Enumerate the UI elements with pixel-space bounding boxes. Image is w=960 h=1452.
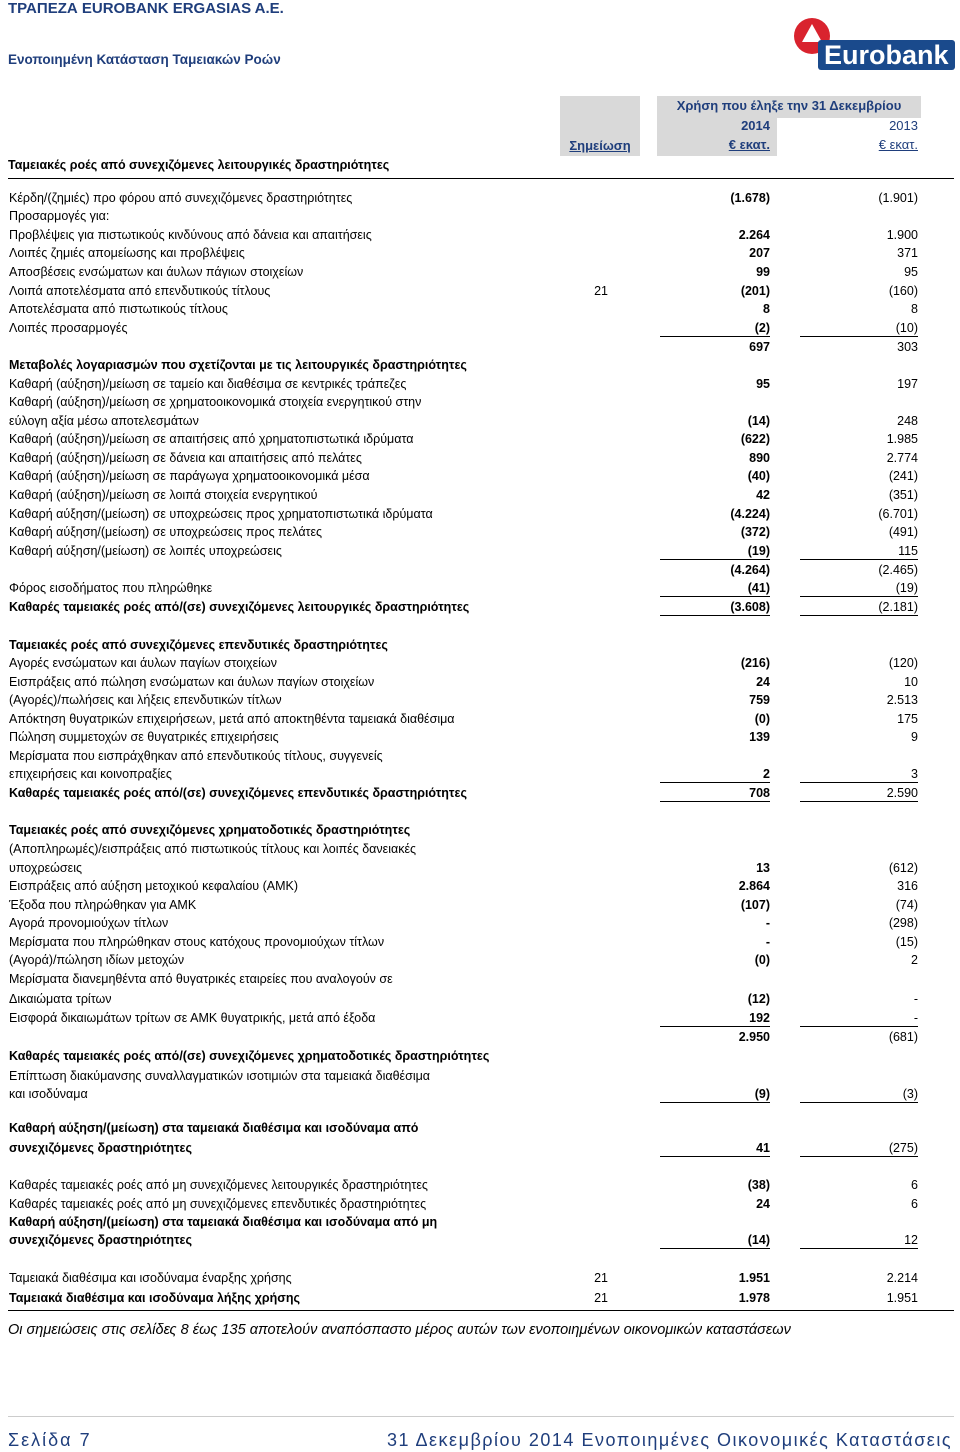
- value-2014: (2): [660, 320, 770, 337]
- row-label: Έξοδα που πληρώθηκαν για ΑΜΚ: [9, 898, 197, 912]
- row-label: (Αποπληρωμές)/εισπράξεις από πιστωτικούς τίτλους και λοιπές δανειακές: [9, 842, 417, 856]
- logo-text: Eurobank: [818, 40, 955, 70]
- row-label: Μερίσματα που πληρώθηκαν στους κατόχους προνομιούχων τίτλων: [9, 935, 385, 949]
- value-2014: (9): [660, 1086, 770, 1103]
- value-2014: -: [765, 916, 770, 930]
- value-2014: (40): [747, 469, 770, 483]
- row-label: και ισοδύναμα: [9, 1087, 88, 1101]
- row-label: Καθαρή αύξηση/(μείωση) σε λοιπές υποχρεώσεις: [9, 544, 282, 558]
- value-2014: 24: [756, 675, 770, 689]
- value-2013: (612): [888, 861, 918, 875]
- value-2014: (0): [754, 712, 770, 726]
- value-2013: 12: [800, 1232, 918, 1249]
- value-2013: 2.590: [800, 785, 918, 802]
- footer-title: 31 Δεκεμβρίου 2014 Ενοποιημένες Οικονομικές Καταστάσεις: [386, 1430, 952, 1450]
- row-label: Καθαρή αύξηση/(μείωση) στα ταμειακά διαθέσιμα και ισοδύναμα από μη: [9, 1215, 438, 1229]
- row-label: Μερίσματα που εισπράχθηκαν από επενδυτικούς τίτλους, συγγενείς: [9, 749, 383, 763]
- value-2013: (241): [888, 469, 918, 483]
- row-note: 21: [594, 284, 608, 298]
- value-2013: -: [913, 992, 918, 1006]
- value-2013: 248: [897, 414, 918, 428]
- value-2014: 708: [660, 785, 770, 802]
- value-2014: 2.864: [738, 879, 770, 893]
- value-2014: 24: [756, 1197, 770, 1211]
- row-note: 21: [594, 1291, 608, 1305]
- page-number: Σελίδα 7: [8, 1430, 92, 1450]
- row-label: Ταμειακά διαθέσιμα και ισοδύναμα λήξης χρήσης: [9, 1291, 300, 1305]
- row-label: Απόκτηση θυγατρικών επιχειρήσεων, μετά από αποκτηθέντα ταμειακά διαθέσιμα: [9, 712, 455, 726]
- value-2014: 139: [749, 730, 770, 744]
- value-2014: 2: [660, 766, 770, 783]
- statement-title: Ενοποιημένη Κατάσταση Ταμειακών Ροών: [8, 52, 281, 67]
- currency-prior: € εκατ.: [878, 137, 918, 152]
- row-label: Καθαρές ταμειακές ροές από/(σε) συνεχιζόμενες χρηματοδοτικές δραστηριότητες: [9, 1049, 490, 1063]
- row-label: Καθαρή (αύξηση)/μείωση σε δάνεια και απαιτήσεις από πελάτες: [9, 451, 362, 465]
- row-label: Εισπράξεις από αύξηση μετοχικού κεφαλαίου (ΑΜΚ): [9, 879, 299, 893]
- value-2014: 41: [660, 1140, 770, 1157]
- value-2014: (216): [740, 656, 770, 670]
- value-2014: 192: [660, 1010, 770, 1027]
- value-2014: 697: [749, 340, 770, 354]
- row-label: Καθαρή (αύξηση)/μείωση σε παράγωγα χρηματοοικονομικά μέσα: [9, 469, 370, 483]
- value-2014: (201): [740, 284, 770, 298]
- value-2013: 316: [897, 879, 918, 893]
- row-label: Προσαρμογές για:: [9, 209, 110, 223]
- value-2013: (1.901): [878, 191, 918, 205]
- value-2013: (10): [800, 320, 918, 337]
- value-2014: (372): [740, 525, 770, 539]
- row-label: Εισπράξεις από πώληση ενσώματων και άυλων παγίων στοιχείων: [9, 675, 375, 689]
- value-2013: (491): [888, 525, 918, 539]
- row-label: Αγορές ενσώματων και άυλων παγίων στοιχείων: [9, 656, 277, 670]
- value-2014: 42: [756, 488, 770, 502]
- value-2013: 2.513: [886, 693, 918, 707]
- value-2013: 303: [897, 340, 918, 354]
- row-label: Καθαρή αύξηση/(μείωση) σε υποχρεώσεις προς πελάτες: [9, 525, 323, 539]
- row-label: Καθαρή (αύξηση)/μείωση σε χρηματοοικονομικά στοιχεία ενεργητικού στην: [9, 395, 422, 409]
- value-2013: 6: [911, 1178, 918, 1192]
- value-2014: (0): [754, 953, 770, 967]
- row-label: Καθαρή (αύξηση)/μείωση σε ταμείο και διαθέσιμα σε κεντρικές τράπεζες: [9, 377, 407, 391]
- row-label: Πώληση συμμετοχών σε θυγατρικές επιχειρήσεις: [9, 730, 279, 744]
- row-label: Καθαρή αύξηση/(μείωση) στα ταμειακά διαθέσιμα και ισοδύναμα από: [9, 1121, 419, 1135]
- row-label: Ταμειακές ροές από συνεχιζόμενες επενδυτικές δραστηριότητες: [9, 638, 388, 652]
- value-2014: 13: [756, 861, 770, 875]
- value-2013: 175: [897, 712, 918, 726]
- note-column-header: Σημείωση: [569, 138, 631, 153]
- bank-name: ΤΡΑΠΕΖΑ EUROBANK ERGASIAS A.E.: [8, 0, 284, 17]
- row-label: Λοιπές ζημιές απομείωσης και προβλέψεις: [9, 246, 245, 260]
- value-2014: (12): [747, 992, 770, 1006]
- row-label: Καθαρές ταμειακές ροές από μη συνεχιζόμενες λειτουργικές δραστηριότητες: [9, 1178, 428, 1192]
- value-2013: (19): [800, 580, 918, 597]
- value-2013: (2.181): [800, 599, 918, 616]
- year-current: 2014: [741, 118, 770, 133]
- row-label: Μερίσματα διανεμηθέντα από θυγατρικές εταιρείες που αναλογούν σε: [9, 972, 393, 986]
- operating-section-title: Ταμειακές ροές από συνεχιζόμενες λειτουργικές δραστηριότητες: [8, 158, 390, 172]
- value-2013: (681): [888, 1030, 918, 1044]
- value-2013: (2.465): [878, 563, 918, 577]
- row-label: Εισφορά δικαιωμάτων τρίτων σε ΑΜΚ θυγατρικής, μετά από έξοδα: [9, 1011, 376, 1025]
- value-2013: -: [800, 1010, 918, 1027]
- row-label: Επίπτωση διακύμανσης συναλλαγματικών ισοτιμιών στα ταμειακά διαθέσιμα: [9, 1069, 431, 1083]
- row-label: (Αγορές)/πωλήσεις και λήξεις επενδυτικών τίτλων: [9, 693, 282, 707]
- value-2014: (622): [740, 432, 770, 446]
- row-label: Λοιπές προσαρμογές: [9, 321, 128, 335]
- value-2014: 1.951: [738, 1271, 770, 1285]
- value-2013: (3): [800, 1086, 918, 1103]
- value-2014: 95: [756, 377, 770, 391]
- row-label: Προβλέψεις για πιστωτικούς κινδύνους από δάνεια και απαιτήσεις: [9, 228, 372, 242]
- value-2014: (38): [747, 1178, 770, 1192]
- row-label: Μεταβολές λογαριασμών που σχετίζονται με τις λειτουργικές δραστηριότητες: [9, 358, 467, 372]
- row-label: Καθαρή (αύξηση)/μείωση σε λοιπά στοιχεία ενεργητικού: [9, 488, 318, 502]
- row-label: Καθαρή αύξηση/(μείωση) σε υποχρεώσεις προς χρηματοπιστωτικά ιδρύματα: [9, 507, 433, 521]
- value-2013: 1.900: [886, 228, 918, 242]
- value-2013: (6.701): [878, 507, 918, 521]
- period-header: Χρήση που έληξε την 31 Δεκεμβρίου: [657, 96, 921, 118]
- footer-rule: [8, 1416, 954, 1417]
- value-2013: 1.951: [886, 1291, 918, 1305]
- value-2013: (275): [800, 1140, 918, 1157]
- value-2014: 1.978: [738, 1291, 770, 1305]
- currency-current: € εκατ.: [728, 137, 770, 152]
- value-2014: 99: [756, 265, 770, 279]
- row-label: Δικαιώματα τρίτων: [9, 992, 112, 1006]
- row-label: Αποσβέσεις ενσώματων και άυλων πάγιων στοιχείων: [9, 265, 304, 279]
- row-label: υποχρεώσεις: [9, 861, 82, 875]
- row-label: Αγορά προνομιούχων τίτλων: [9, 916, 169, 930]
- value-2013: (74): [895, 898, 918, 912]
- value-2014: (14): [660, 1232, 770, 1249]
- value-2014: 890: [749, 451, 770, 465]
- value-2014: (19): [660, 543, 770, 560]
- value-2013: 2.774: [886, 451, 918, 465]
- row-label: (Αγορά)/πώληση ιδίων μετοχών: [9, 953, 185, 967]
- year-prior: 2013: [889, 118, 918, 133]
- value-2013: 371: [897, 246, 918, 260]
- row-label: Ταμειακές ροές από συνεχιζόμενες χρηματοδοτικές δραστηριότητες: [9, 823, 411, 837]
- row-label: Καθαρή (αύξηση)/μείωση σε απαιτήσεις από χρηματοπιστωτικά ιδρύματα: [9, 432, 414, 446]
- row-label: Λοιπά αποτελέσματα από επενδυτικούς τίτλους: [9, 284, 271, 298]
- value-2014: (1.678): [730, 191, 770, 205]
- header-rule: [8, 178, 954, 179]
- row-label: Καθαρές ταμειακές ροές από/(σε) συνεχιζόμενες επενδυτικές δραστηριότητες: [9, 786, 467, 800]
- value-2014: 2.950: [738, 1030, 770, 1044]
- eurobank-logo: [790, 14, 950, 70]
- table-bottom-rule: [8, 1310, 954, 1311]
- value-2013: 2.214: [886, 1271, 918, 1285]
- value-2013: 6: [911, 1197, 918, 1211]
- value-2014: (4.224): [730, 507, 770, 521]
- value-2014: (41): [660, 580, 770, 597]
- row-label: Κέρδη/(ζημιές) προ φόρου από συνεχιζόμενες δραστηριότητες: [9, 191, 353, 205]
- value-2014: 8: [763, 302, 770, 316]
- row-label: εύλογη αξία μέσω αποτελεσμάτων: [9, 414, 199, 428]
- value-2013: 9: [911, 730, 918, 744]
- value-2014: -: [765, 935, 770, 949]
- row-label: Φόρος εισοδήματος που πληρώθηκε: [9, 581, 213, 595]
- value-2014: (107): [740, 898, 770, 912]
- row-label: συνεχιζόμενες δραστηριότητες: [9, 1141, 192, 1155]
- value-2013: 3: [800, 766, 918, 783]
- row-label: Ταμειακά διαθέσιμα και ισοδύναμα έναρξης χρήσης: [9, 1271, 292, 1285]
- value-2013: (351): [888, 488, 918, 502]
- value-2013: 95: [904, 265, 918, 279]
- value-2014: 2.264: [738, 228, 770, 242]
- row-label: συνεχιζόμενες δραστηριότητες: [9, 1233, 192, 1247]
- row-label: Καθαρές ταμειακές ροές από μη συνεχιζόμενες επενδυτικές δραστηριότητες: [9, 1197, 427, 1211]
- value-2013: 115: [800, 543, 918, 560]
- row-label: Καθαρές ταμειακές ροές από/(σε) συνεχιζόμενες λειτουργικές δραστηριότητες: [9, 600, 470, 614]
- row-label: επιχειρήσεις και κοινοπραξίες: [9, 767, 172, 781]
- value-2013: 197: [897, 377, 918, 391]
- value-2013: 1.985: [886, 432, 918, 446]
- row-note: 21: [594, 1271, 608, 1285]
- value-2014: 759: [749, 693, 770, 707]
- value-2013: (160): [888, 284, 918, 298]
- value-2014: (4.264): [730, 563, 770, 577]
- value-2013: 8: [911, 302, 918, 316]
- value-2013: (15): [895, 935, 918, 949]
- footnote: Οι σημειώσεις στις σελίδες 8 έως 135 αποτελούν αναπόσπαστο μέρος αυτών των ενοποιημένων οικονομικών καταστάσεων: [8, 1322, 791, 1338]
- value-2014: 207: [749, 246, 770, 260]
- row-label: Αποτελέσματα από πιστωτικούς τίτλους: [9, 302, 228, 316]
- value-2013: (120): [888, 656, 918, 670]
- value-2013: 2: [911, 953, 918, 967]
- value-2013: (298): [888, 916, 918, 930]
- value-2014: (14): [747, 414, 770, 428]
- value-2014: (3.608): [660, 599, 770, 616]
- value-2013: 10: [904, 675, 918, 689]
